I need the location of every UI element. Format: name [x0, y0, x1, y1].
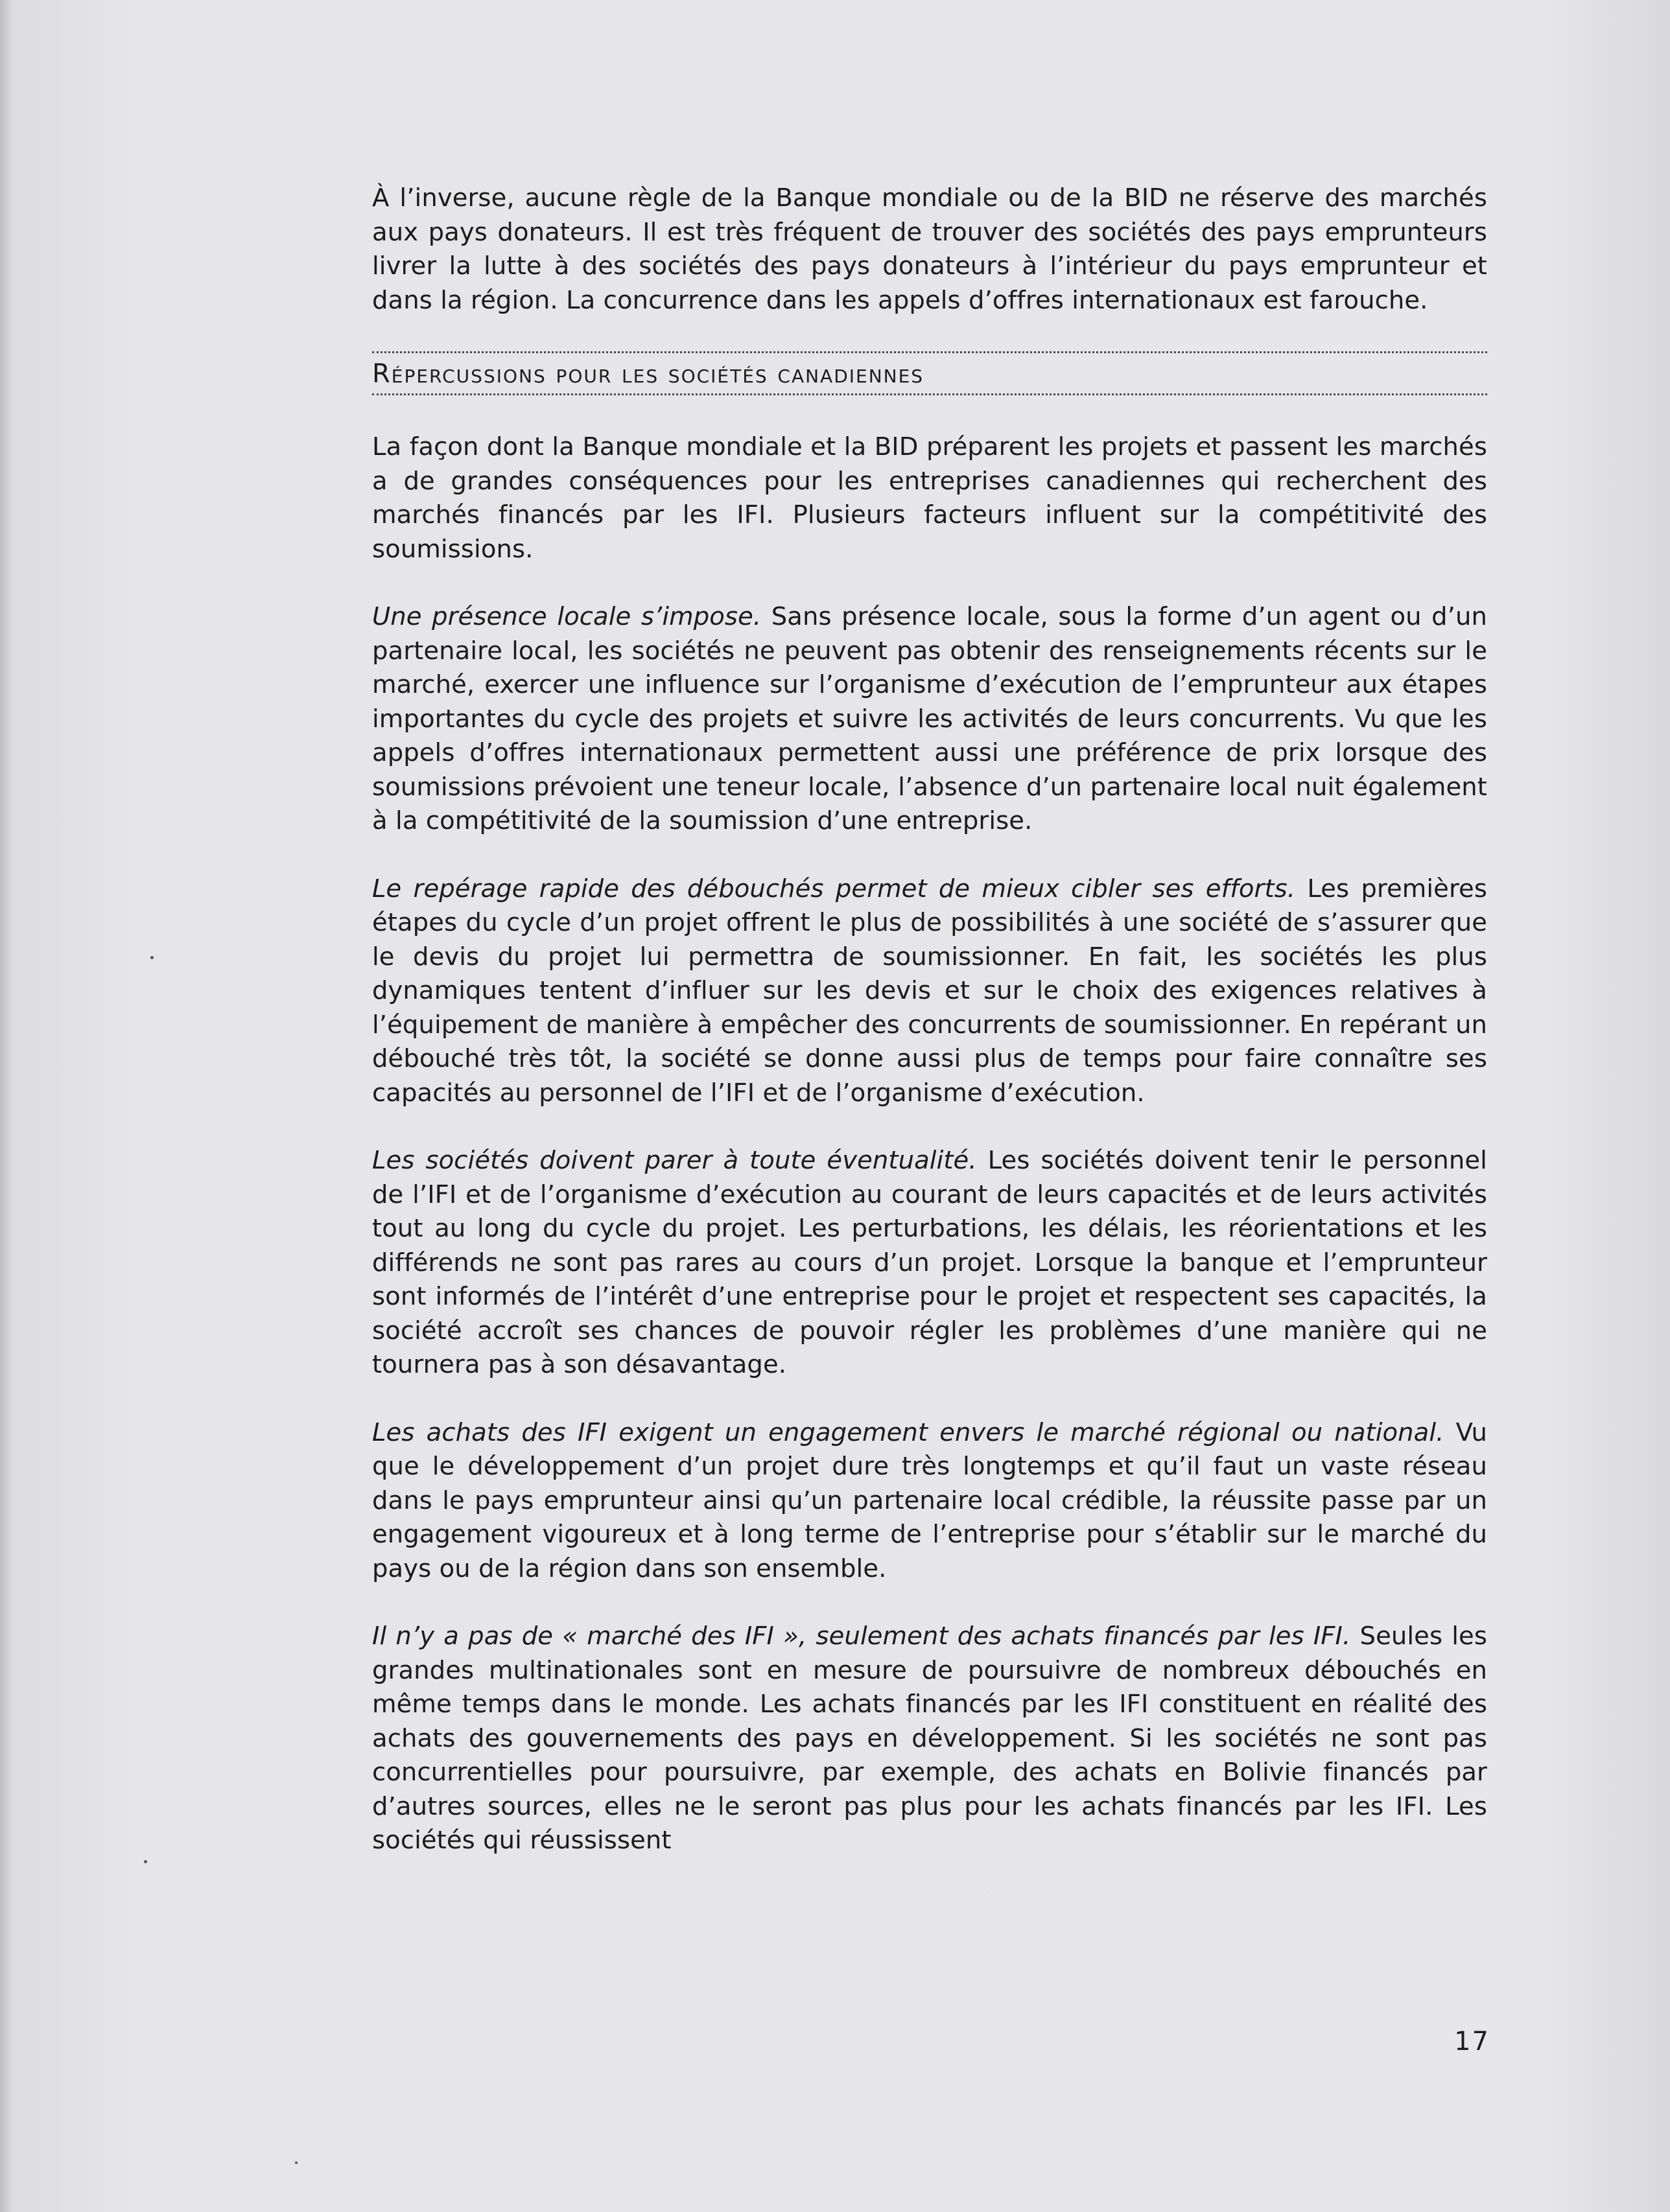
factor-text: Seules les grandes multinationales sont en mesure de poursuivre de nombreux débouchés en même temps dans le monde. Les achats financés par les IFI constituent en réalité des achats des gouvernements des pays en développement. Si les sociétés ne sont pas concurrentielles pour poursuivre, par exemple, des achats en Bolivie financés par d’autres sources, elles ne le seront pas plus pour les achats financés par les IFI. Les sociétés qui réussissent [372, 1622, 1488, 1855]
scan-speck [144, 1860, 147, 1863]
section-heading-block [372, 351, 1487, 395]
factor-paragraph [372, 1144, 1487, 1382]
factor-lead: Les sociétés doivent parer à toute éventualité. [372, 1146, 977, 1175]
factor-lead: Il n’y a pas de « marché des IFI », seulement des achats financés par les IFI. [372, 1622, 1351, 1651]
factor-paragraph [372, 1416, 1487, 1587]
factor-paragraph [372, 1620, 1487, 1858]
scan-speck [295, 2161, 298, 2164]
page-number: 17 [1454, 2027, 1490, 2056]
page-edge-shadow [0, 0, 12, 2212]
scan-speck [150, 956, 154, 959]
factor-lead: Les achats des IFI exigent un engagement envers le marché régional ou national. [372, 1417, 1444, 1447]
section-heading: Répercussions pour les sociétés canadiennes [372, 359, 924, 389]
factor-text: Les premières étapes du cycle d’un projet offrent le plus de possibilités à une société de s’assurer que le devis du projet lui permettra de soumissionner. En fait, les sociétés les plus dynamiques tentent d’influer sur les devis et sur le choix des exigences relatives à l’équipement de manière à empêcher des concurrents de soumissionner. En repérant un débouché très tôt, la société se donne aussi plus de temps pour faire connaître ses capacités au personnel de l’IFI et de l’organisme d’exécution. [372, 874, 1487, 1108]
heading-bottom-rule [372, 393, 1487, 395]
intro-paragraph: À l’inverse, aucune règle de la Banque mondiale ou de la BID ne réserve des marchés aux pays donateurs. Il est très fréquent de trouver des sociétés des pays emprunteurs livrer la lutte à des sociétés des pays donateurs à l’intérieur du pays emprunteur et dans la région. La concurrence dans les appels d’offres internationaux est farouche. [372, 183, 1487, 315]
factor-lead: Une présence locale s’impose. [372, 602, 762, 631]
page-content [372, 181, 1487, 1858]
factor-paragraph [372, 600, 1487, 839]
factor-paragraph [372, 872, 1487, 1111]
section-intro-paragraph: La façon dont la Banque mondiale et la BID préparent les projets et passent les marchés a de grandes conséquences pour les entreprises canadiennes qui recherchent des marchés financés par les IFI. Plusieurs facteurs influent sur la compétitivité des soumissions. [372, 432, 1487, 564]
factor-text: Vu que le développement d’un projet dure très longtemps et qu’il faut un vaste réseau dans le pays emprunteur ainsi qu’un partenaire local crédible, la réussite passe par un engagement vigoureux et à long terme de l’entreprise pour s’établir sur le marché du pays ou de la région dans son ensemble. [372, 1417, 1487, 1583]
factor-text: Les sociétés doivent tenir le personnel de l’IFI et de l’organisme d’exécution au courant de leurs capacités et de leurs activités tout au long du cycle du projet. Les perturbations, les délais, les réorientations et les différends ne sont pas rares au cours d’un projet. Lorsque la banque et l’emprunteur sont informés de l’intérêt d’une entreprise pour le projet et respectent ses capacités, la société accroît ses chances de pouvoir régler les problèmes d’une manière qui ne tournera pas à son désavantage. [372, 1146, 1487, 1379]
factor-text: Sans présence locale, sous la forme d’un agent ou d’un partenaire local, les sociétés ne peuvent pas obtenir des renseignements récents sur le marché, exercer une influence sur l’organisme d’exécution de l’emprunteur aux étapes importantes du cycle des projets et suivre les activités de leurs concurrents. Vu que les appels d’offres internationaux permettent aussi une préférence de prix lorsque des soumissions prévoient une teneur locale, l’absence d’un partenaire local nuit également à la compétitivité de la soumission d’une entreprise. [372, 602, 1487, 835]
factor-lead: Le repérage rapide des débouchés permet de mieux cibler ses efforts. [372, 874, 1296, 903]
